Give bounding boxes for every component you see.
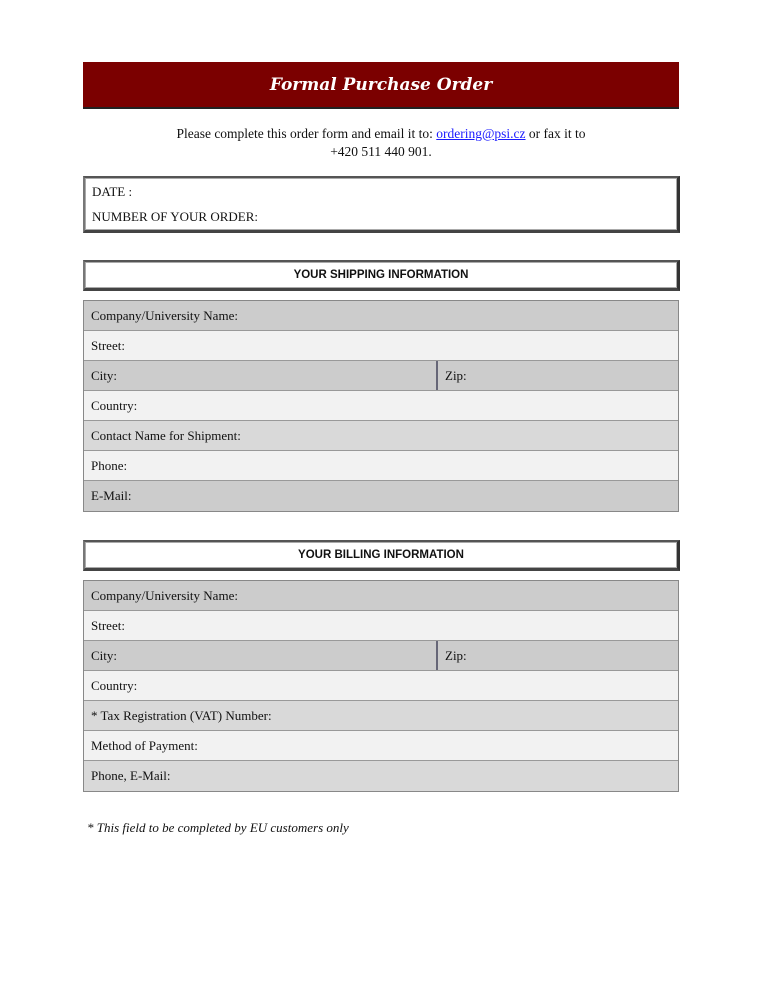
ship-phone-field[interactable]: Phone: [91, 457, 128, 473]
order-number-field[interactable]: NUMBER OF YOUR ORDER: [92, 209, 259, 224]
shipping-table [83, 300, 679, 512]
ship-email-field[interactable]: E-Mail: [91, 488, 132, 503]
date-field[interactable]: DATE : [92, 184, 133, 199]
bill-payment-field[interactable]: Method of Payment: [91, 737, 198, 753]
fax-number: +420 511 440 901. [330, 144, 432, 159]
intro-text-2: or fax it to [525, 126, 586, 141]
billing-table [83, 580, 679, 792]
bill-company-field[interactable]: Company/University Name: [91, 587, 238, 603]
bill-zip-field[interactable]: Zip: [445, 647, 467, 663]
bill-street-field[interactable]: Street: [91, 617, 125, 633]
bill-contact-field[interactable]: Phone, E-Mail: [91, 768, 171, 783]
bill-country-field[interactable]: Country: [91, 677, 138, 693]
shipping-header-label: YOUR SHIPPING INFORMATION [85, 262, 677, 288]
ship-contact-field[interactable]: Contact Name for Shipment: [91, 427, 241, 443]
title-banner [83, 62, 679, 109]
ship-city-field[interactable]: City: [84, 361, 438, 390]
instructions [83, 125, 679, 161]
ship-street-field[interactable]: Street: [91, 337, 125, 353]
footnote: * This field to be completed by EU customers only [87, 820, 349, 835]
bill-city-field[interactable]: City: [84, 641, 438, 670]
intro-text: Please complete this order form and email it to: [176, 126, 437, 141]
bill-vat-field[interactable]: * Tax Registration (VAT) Number: [91, 707, 272, 723]
email-link[interactable]: ordering@psi.cz [436, 126, 526, 141]
ship-company-field[interactable]: Company/University Name: [91, 307, 238, 323]
ship-country-field[interactable]: Country: [91, 397, 138, 413]
shipping-header [83, 260, 680, 291]
page-title: Formal Purchase Order [269, 74, 493, 95]
ship-zip-field[interactable]: Zip: [445, 367, 467, 383]
billing-header [83, 540, 680, 571]
order-info-box [83, 176, 680, 233]
billing-header-label: YOUR BILLING INFORMATION [85, 542, 677, 568]
